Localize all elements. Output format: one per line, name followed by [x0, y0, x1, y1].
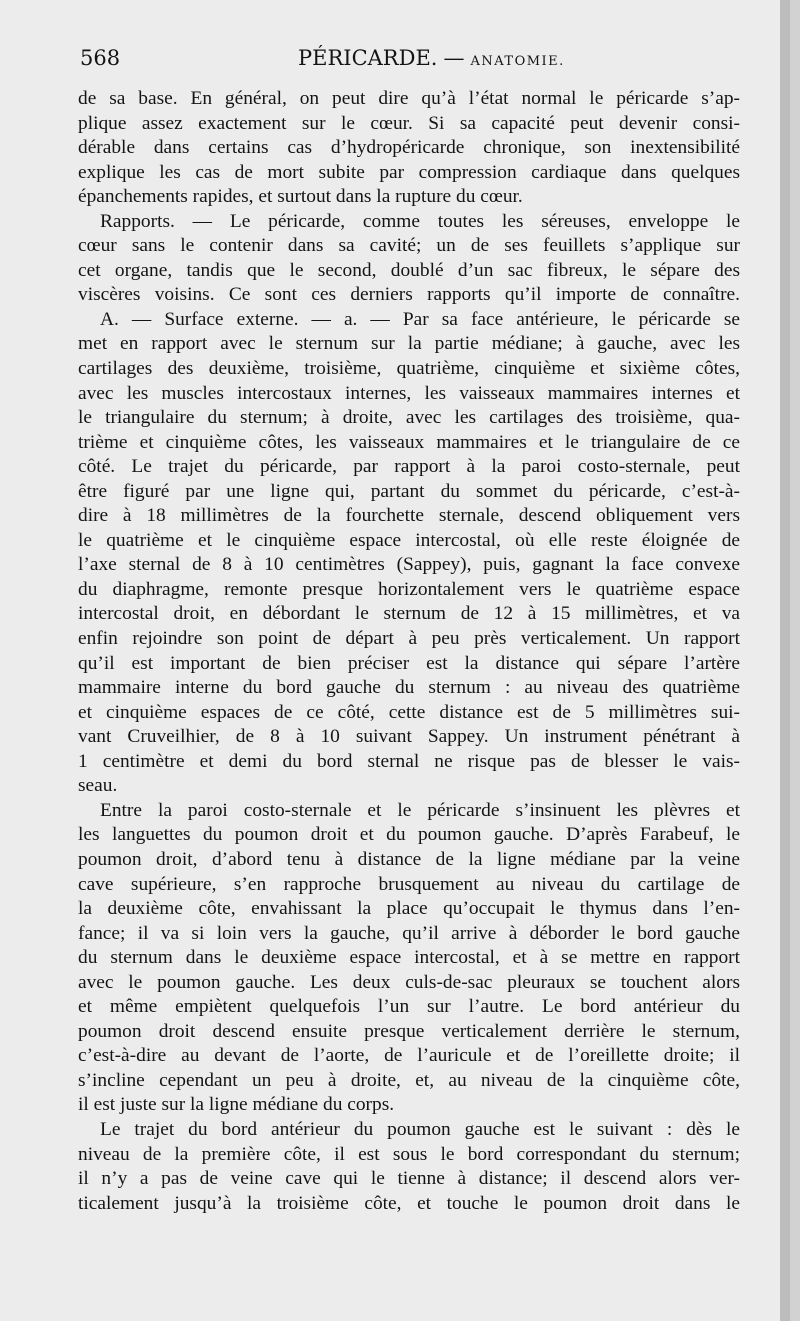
- text-line: et même empiètent quelquefois l’un sur l’autre. Le bord antérieur du: [78, 996, 740, 1018]
- text-line: trième et cinquième côtes, les vaisseaux mammaires et le triangulaire de ce: [78, 431, 740, 453]
- text-line: cartilages des deuxième, troisième, quatrième, cinquième et sixième côtes,: [78, 358, 740, 380]
- text-line: être figuré par une ligne qui, partant du sommet du péricarde, c’est-à-: [78, 480, 740, 502]
- text-line: c’est-à-dire au devant de l’aorte, de l’auricule et de l’oreillette droite; il: [78, 1045, 740, 1067]
- text-line: seau.: [78, 775, 118, 797]
- text-line: plique assez exactement sur le cœur. Si sa capacité peut devenir consi-: [78, 112, 740, 134]
- running-title: [298, 46, 565, 70]
- text-line: dire à 18 millimètres de la fourchette sternale, descend obliquement vers: [78, 505, 740, 527]
- body-text: [78, 87, 740, 1216]
- page-edge: [780, 0, 790, 1321]
- text-line: met en rapport avec le sternum sur la partie médiane; à gauche, avec les: [78, 333, 740, 355]
- text-line: il n’y a pas de veine cave qui le tienne à distance; il descend alors ver-: [78, 1168, 740, 1190]
- title-dash: —: [443, 46, 465, 70]
- text-line: enfin rejoindre son point de départ à peu près verticalement. Un rapport: [78, 628, 740, 650]
- text-line: cet organe, tandis que le second, doublé d’un sac fibreux, le sépare des: [78, 259, 740, 281]
- paragraph-start-line: Le trajet du bord antérieur du poumon gauche est le suivant : dès le: [100, 1118, 740, 1140]
- text-line: 1 centimètre et demi du bord sternal ne risque pas de blesser le vais-: [78, 750, 740, 772]
- page-number: 568: [80, 46, 121, 70]
- section-label: ANATOMIE.: [470, 54, 565, 69]
- text-line: le quatrième et le cinquième espace intercostal, où elle reste éloignée de: [78, 529, 740, 551]
- text-line: vant Cruveilhier, de 8 à 10 suivant Sappey. Un instrument pénétrant à: [78, 726, 740, 748]
- chapter-title: PÉRICARDE.: [298, 46, 438, 70]
- text-line: fance; il va si loin vers la gauche, qu’il arrive à déborder le bord gauche: [78, 922, 740, 944]
- text-line: avec les muscles intercostaux internes, les vaisseaux mammaires internes et: [78, 382, 740, 404]
- text-line: du sternum dans le deuxième espace intercostal, et à se mettre en rapport: [78, 947, 740, 969]
- text-line: et cinquième espaces de ce côté, cette distance est de 5 millimètres sui-: [78, 701, 740, 723]
- paragraph-start-line: Entre la paroi costo-sternale et le péricarde s’insinuent les plèvres et: [100, 799, 740, 821]
- text-line: côté. Le trajet du péricarde, par rapport à la paroi costo-sternale, peut: [78, 456, 740, 478]
- text-line: les languettes du poumon droit et du poumon gauche. D’après Farabeuf, le: [78, 824, 740, 846]
- text-line: cœur sans le contenir dans sa cavité; un de ses feuillets s’applique sur: [78, 235, 740, 257]
- running-head: [80, 46, 740, 76]
- text-line: niveau de la première côte, il est sous le bord correspondant du sternum;: [78, 1143, 740, 1165]
- text-line: explique les cas de mort subite par compression cardiaque dans quelques: [78, 161, 740, 183]
- text-line: la deuxième côte, envahissant la place qu’occupait le thymus dans l’en-: [78, 898, 740, 920]
- text-line: s’incline cependant un peu à droite, et, au niveau de la cinquième côte,: [78, 1069, 740, 1091]
- paragraph-start-line: A. — Surface externe. — a. — Par sa face antérieure, le péricarde se: [100, 308, 740, 330]
- text-line: intercostal droit, en débordant le sternum de 12 à 15 millimètres, et va: [78, 603, 740, 625]
- text-line: ticalement jusqu’à la troisième côte, et touche le poumon droit dans le: [78, 1192, 740, 1214]
- text-line: poumon droit descend ensuite presque verticalement derrière le sternum,: [78, 1020, 740, 1042]
- text-line: poumon droit, d’abord tenu à distance de la ligne médiane par la veine: [78, 848, 740, 870]
- text-line: mammaire interne du bord gauche du sternum : au niveau des quatrième: [78, 677, 740, 699]
- text-line: dérable dans certains cas d’hydropéricarde chronique, son inextensibilité: [78, 137, 740, 159]
- text-line: épanchements rapides, et surtout dans la rupture du cœur.: [78, 186, 523, 208]
- text-line: l’axe sternal de 8 à 10 centimètres (Sappey), puis, gagnant la face convexe: [78, 554, 740, 576]
- text-line: avec le poumon gauche. Les deux culs-de-sac pleuraux se touchent alors: [78, 971, 740, 993]
- text-line: viscères voisins. Ce sont ces derniers rapports qu’il importe de connaître.: [78, 284, 740, 306]
- paragraph-start-line: Rapports. — Le péricarde, comme toutes les séreuses, enveloppe le: [100, 210, 740, 232]
- text-line: il est juste sur la ligne médiane du corps.: [78, 1094, 395, 1116]
- text-line: le triangulaire du sternum; à droite, avec les cartilages des troisième, qua-: [78, 407, 740, 429]
- text-line: de sa base. En général, on peut dire qu’à l’état normal le péricarde s’ap-: [78, 88, 740, 109]
- text-line: du diaphragme, remonte presque horizontalement vers le quatrième espace: [78, 578, 740, 600]
- text-line: qu’il est important de bien préciser est la distance qui sépare l’artère: [78, 652, 740, 674]
- text-line: cave supérieure, s’en rapproche brusquement au niveau du cartilage de: [78, 873, 740, 895]
